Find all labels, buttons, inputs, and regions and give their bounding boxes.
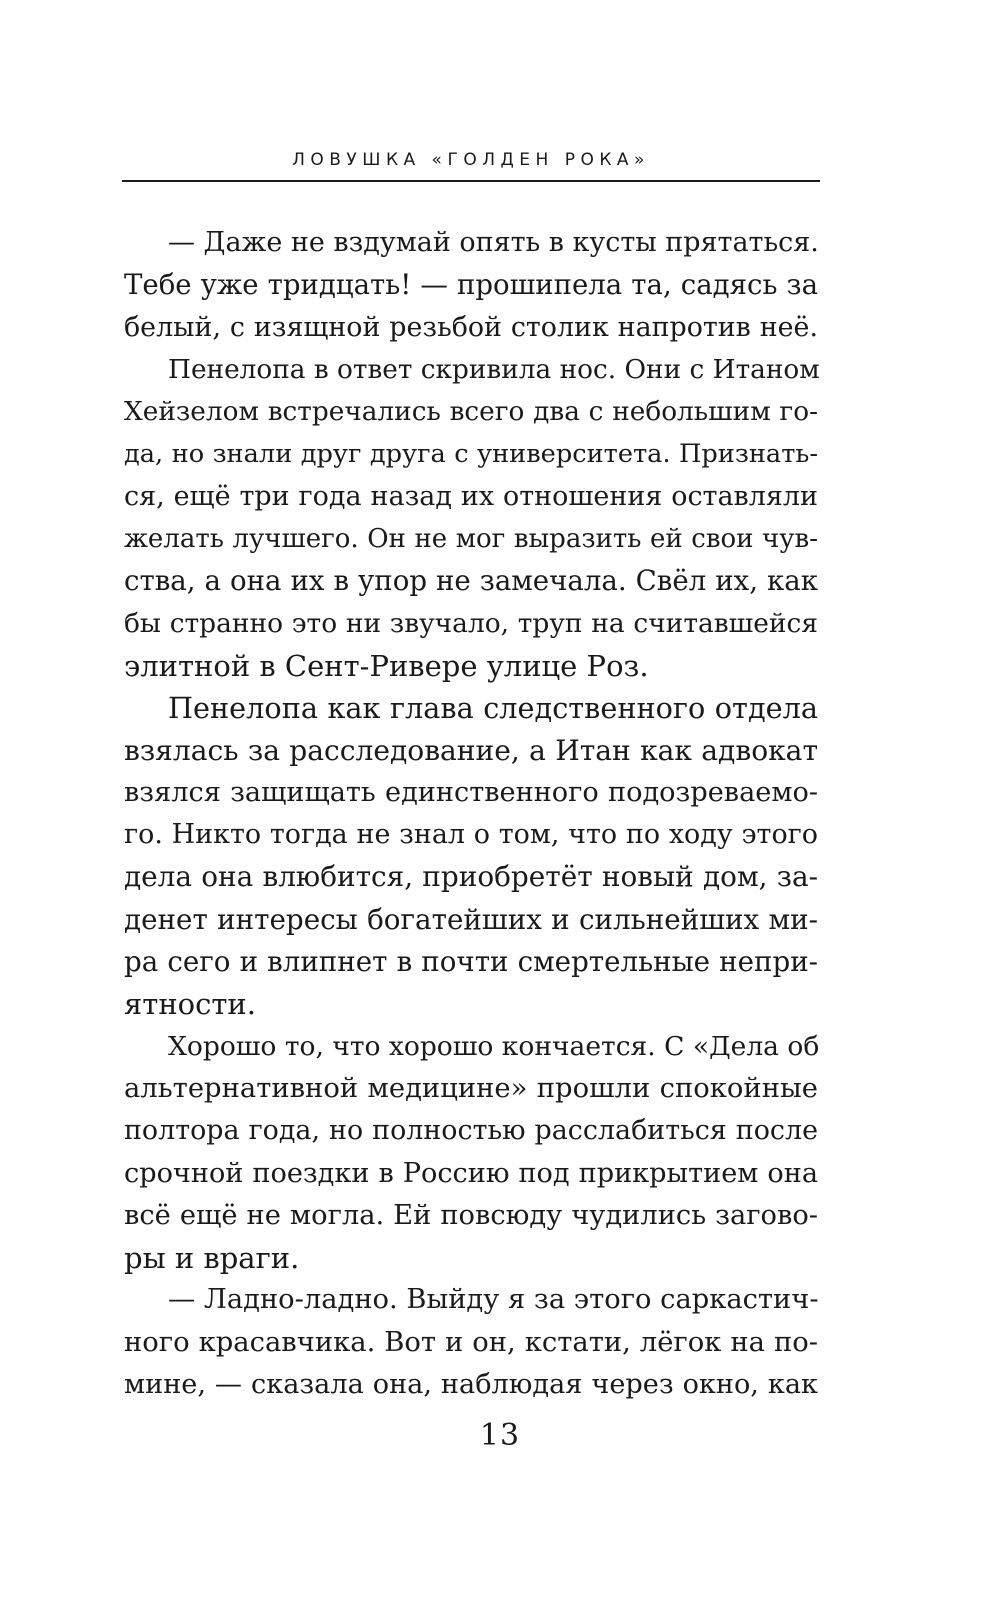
text-line: полтора года, но полностью расслабиться после bbox=[124, 1115, 818, 1147]
text-line: ра сего и влипнет в почти смертельные непри- bbox=[124, 945, 818, 979]
text-line: взялась за расследование, а Итан как адвокат bbox=[124, 733, 818, 767]
text-line: элитной в Сент-Ривере улице Роз. bbox=[124, 648, 649, 683]
text-line: Пенелопа как глава следственного отдела bbox=[168, 691, 818, 726]
text-line: ного красавчика. Вот и он, кстати, лёгок на по- bbox=[124, 1326, 818, 1358]
text-line: дела она влюбится, приобретёт новый дом, за- bbox=[124, 860, 818, 894]
text-line: альтернативной медицине» прошли спокойные bbox=[124, 1072, 818, 1104]
text-line: ся, ещё три года назад их отношения оставляли bbox=[124, 480, 818, 512]
text-line: всё ещё не могла. Ей повсюду чудились загово- bbox=[124, 1199, 818, 1231]
running-head: ЛОВУШКА «ГОЛДЕН РОКА» bbox=[292, 150, 650, 170]
text-line: Тебе уже тридцать! — прошипела та, садясь за bbox=[124, 268, 818, 302]
text-line: ства, а она их в упор не замечала. Свёл их, как bbox=[124, 564, 818, 598]
text-line: Хейзелом встречались всего два с небольшим го- bbox=[124, 397, 818, 428]
text-line: — Даже не вздумай опять в кусты прятаться. bbox=[168, 227, 819, 258]
text-line: срочной поездки в Россию под прикрытием она bbox=[124, 1157, 818, 1189]
text-line: бы странно это ни звучало, труп на считавшейся bbox=[124, 607, 818, 639]
page-number: 13 bbox=[479, 1418, 521, 1453]
text-line: желать лучшего. Он не мог выразить ей свои чув- bbox=[124, 524, 818, 555]
text-line: — Ладно-ладно. Выйду я за этого саркастич- bbox=[168, 1284, 819, 1316]
text-line: Пенелопа в ответ скривила нос. Они с Итаном bbox=[168, 354, 820, 385]
text-line: ры и враги. bbox=[124, 1241, 300, 1276]
text-line: белый, с изящной резьбой столик напротив неё. bbox=[124, 311, 818, 343]
text-line: мине, — сказала она, наблюдая через окно, как bbox=[124, 1369, 818, 1401]
text-line: денет интересы богатейших и сильнейших ми- bbox=[124, 902, 818, 936]
text-line: да, но знали друг друга с университета. Признать- bbox=[124, 439, 818, 470]
body-text bbox=[124, 222, 818, 1406]
text-line: взялся защищать единственного подозреваемо- bbox=[124, 776, 818, 808]
header-rule bbox=[122, 180, 820, 182]
text-line: ятности. bbox=[124, 987, 256, 1022]
text-line: го. Никто тогда не знал о том, что по ходу этого bbox=[124, 819, 818, 851]
text-line: Хорошо то, что хорошо кончается. С «Дела об bbox=[168, 1030, 820, 1062]
